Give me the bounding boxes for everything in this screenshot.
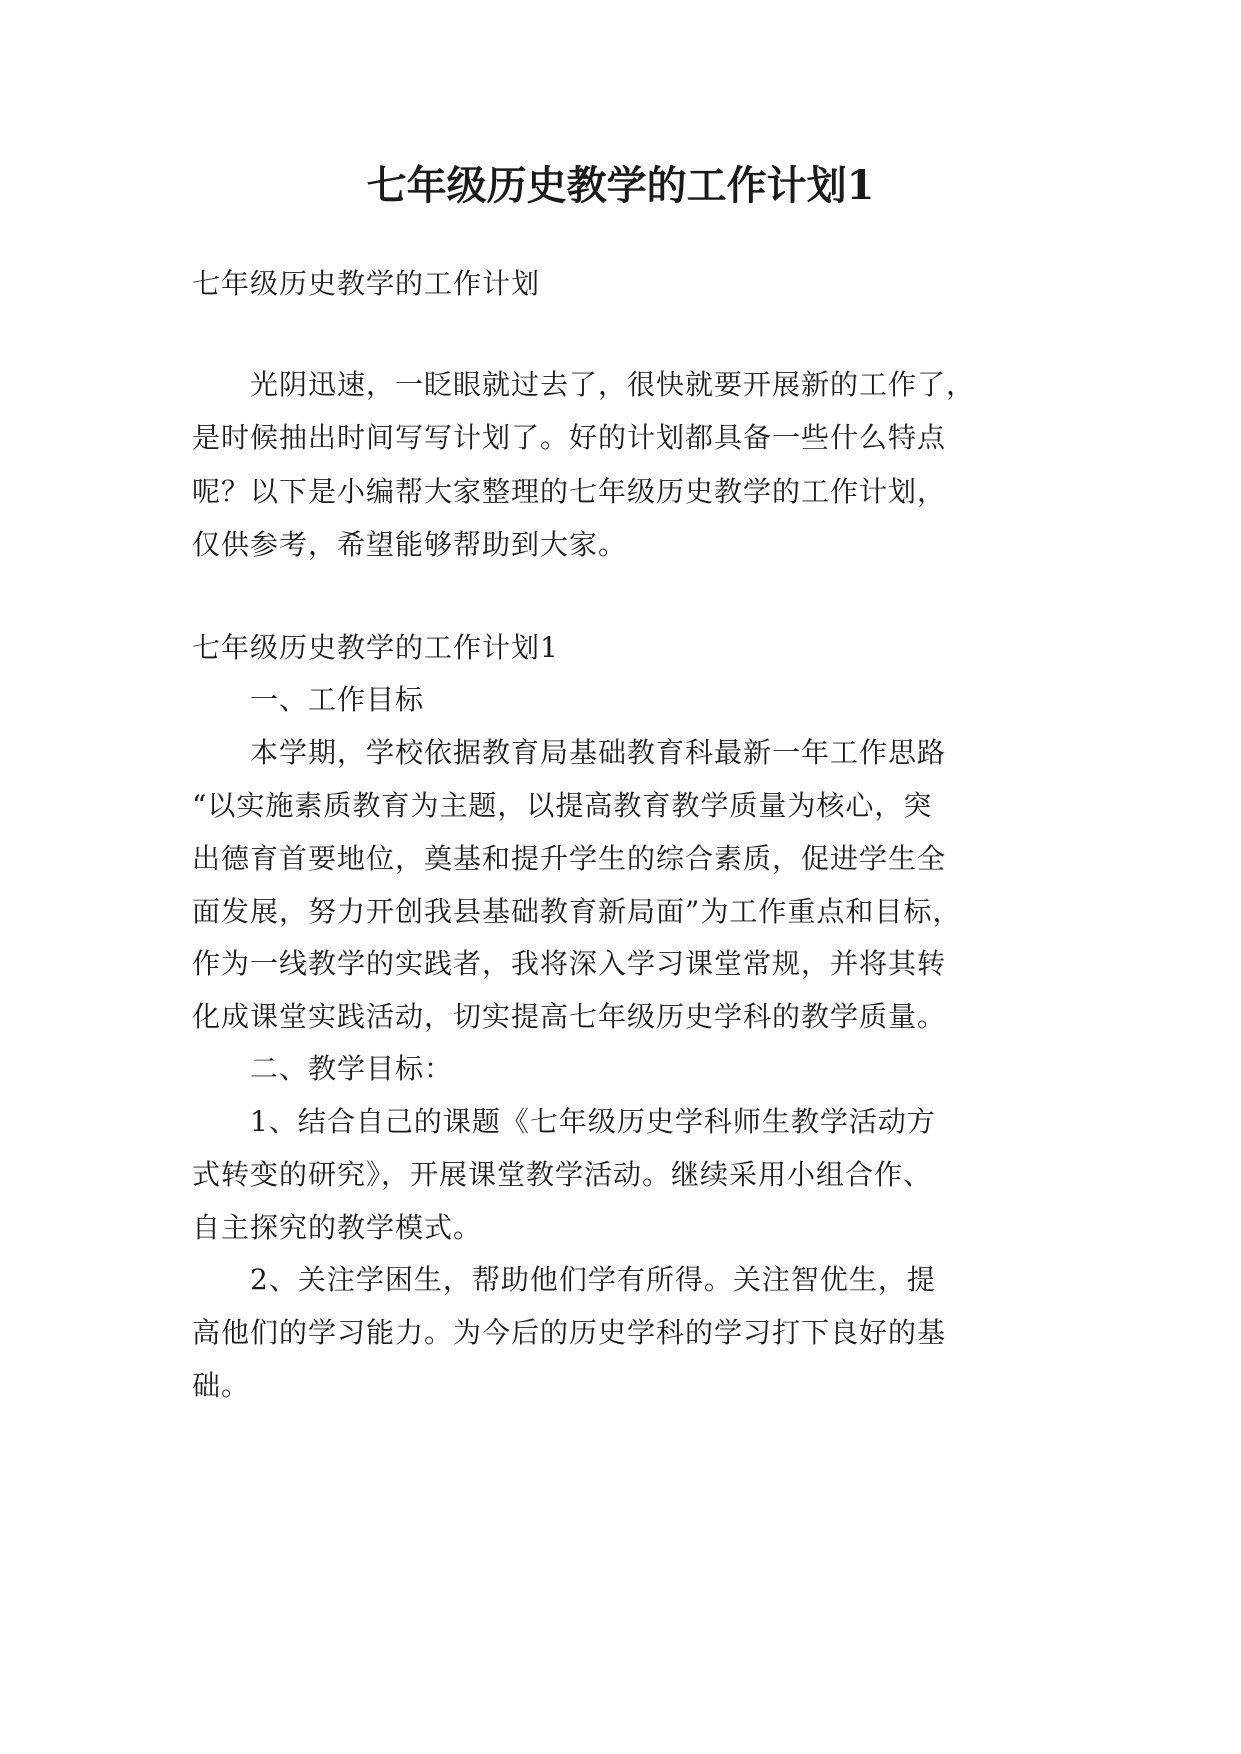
- list-item-line: 式转变的研究》，开展课堂教学活动。继续采用小组合作、: [192, 1158, 933, 1191]
- heading-teaching-goals: 二、教学目标：: [250, 1052, 454, 1085]
- list-item-line: 础。: [192, 1369, 251, 1402]
- paragraph-line: 面发展，努力开创我县基础教育新局面”为工作重点和目标，: [192, 895, 962, 928]
- section-title: 七年级历史教学的工作计划1: [192, 631, 559, 664]
- document-title: 七年级历史教学的工作计划1: [366, 162, 875, 209]
- paragraph-line: “以实施素质教育为主题，以提高教育教学质量为核心，突: [192, 789, 933, 822]
- list-item-line: 自主探究的教学模式。: [192, 1211, 483, 1244]
- paragraph-line: 作为一线教学的实践者，我将深入学习课堂常规，并将其转: [192, 947, 947, 980]
- intro-line: 呢？以下是小编帮大家整理的七年级历史教学的工作计划，: [192, 475, 947, 508]
- list-item-line: 高他们的学习能力。为今后的历史学科的学习打下良好的基: [192, 1316, 947, 1349]
- intro-line: 是时候抽出时间写写计划了。好的计划都具备一些什么特点: [192, 421, 947, 454]
- document-subtitle: 七年级历史教学的工作计划: [192, 267, 541, 300]
- intro-line: 仅供参考，希望能够帮助到大家。: [192, 528, 628, 561]
- paragraph-line: 出德育首要地位，奠基和提升学生的综合素质，促进学生全: [192, 842, 947, 875]
- paragraph-line: 化成课堂实践活动，切实提高七年级历史学科的教学质量。: [192, 1000, 947, 1033]
- paragraph-line: 本学期，学校依据教育局基础教育科最新一年工作思路: [250, 736, 947, 769]
- heading-work-goals: 一、工作目标: [250, 683, 425, 716]
- list-item-line: 1、结合自己的课题《七年级历史学科师生教学活动方: [250, 1105, 936, 1138]
- list-item-line: 2、关注学困生，帮助他们学有所得。关注智优生，提: [250, 1263, 936, 1296]
- intro-line: 光阴迅速，一眨眼就过去了，很快就要开展新的工作了，: [250, 368, 976, 401]
